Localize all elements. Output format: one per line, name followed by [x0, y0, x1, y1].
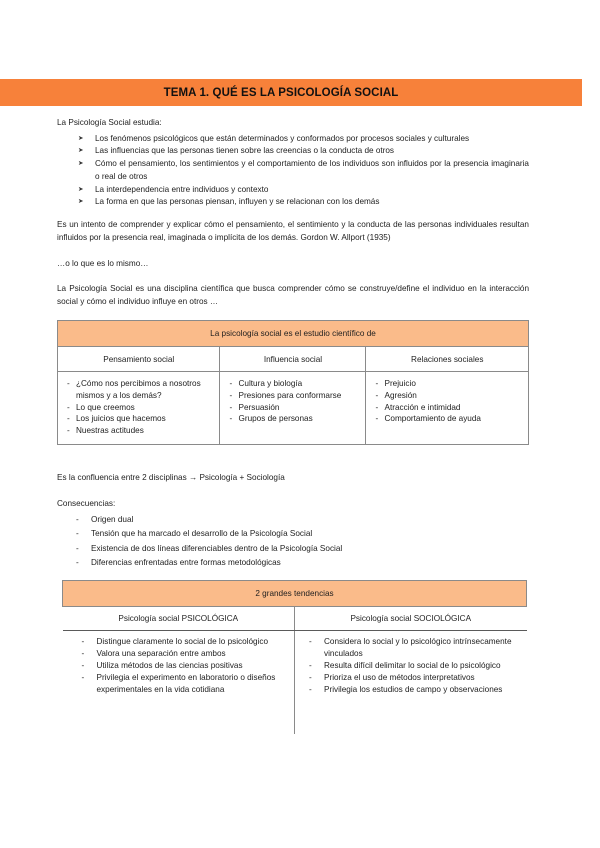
list-item: - Privilegia el experimento en laboratorio o diseños experimentales en la vida cotidiana: [82, 672, 291, 696]
list-item: - Considera lo social y lo psicológico intrínsecamente vinculados: [309, 636, 523, 660]
list-item: - Prioriza el uso de métodos interpretativos: [309, 672, 523, 684]
consequences-list: [57, 513, 529, 571]
list-item: - Nuestras actitudes: [67, 425, 213, 437]
list-item: ➤ Los fenómenos psicológicos que están determinados y conformados por procesos sociales y culturales: [57, 133, 529, 146]
trends-table-header: 2 grandes tendencias: [63, 580, 527, 606]
allport-paragraph: Es un intento de comprender y explicar cómo el pensamiento, el sentimiento y la conducta de las personas individuales resultan influidos por la presencia real, imaginada o implícita de los demás. Gordon W. Allport (1935): [57, 219, 529, 242]
table-cell: [58, 372, 220, 445]
list-item: - Distingue claramente lo social de lo psicológico: [82, 636, 291, 648]
list-item: - Agresión: [375, 390, 522, 402]
column-header: Influencia social: [220, 347, 366, 372]
list-item: - Tensión que ha marcado el desarrollo de la Psicología Social: [57, 527, 529, 542]
table-cell: [63, 630, 295, 734]
intro-list: [57, 133, 529, 209]
list-item: - Persuasión: [229, 402, 359, 414]
list-item: - Grupos de personas: [229, 413, 359, 425]
list-item: ➤ Cómo el pensamiento, los sentimientos y el comportamiento de los individuos son influidos por la presencia imaginaria o real de otros: [57, 158, 529, 183]
list-item: - Cultura y biología: [229, 378, 359, 390]
list-item: - Privilegia los estudios de campo y observaciones: [309, 684, 523, 696]
study-table-header: La psicología social es el estudio científico de: [58, 321, 529, 347]
list-item: ➤ La forma en que las personas piensan, influyen y se relacionan con los demás: [57, 196, 529, 209]
list-item: - Valora una separación entre ambos: [82, 648, 291, 660]
document-body: [57, 117, 529, 734]
table-cell: [220, 372, 366, 445]
column-header: Relaciones sociales: [366, 347, 529, 372]
list-item: - Presiones para conformarse: [229, 390, 359, 402]
list-item: - Comportamiento de ayuda: [375, 413, 522, 425]
same-paragraph: …o lo que es lo mismo…: [57, 259, 149, 269]
table-cell: [295, 630, 527, 734]
list-item: - Prejuicio: [375, 378, 522, 390]
column-header: Pensamiento social: [58, 347, 220, 372]
list-item: - Lo que creemos: [67, 402, 213, 414]
table-cell: [366, 372, 529, 445]
list-item: - Atracción e intimidad: [375, 402, 522, 414]
column-header: Psicología social SOCIOLÓGICA: [295, 606, 527, 630]
study-table: [57, 320, 529, 445]
list-item: - Origen dual: [57, 513, 529, 528]
column-header: Psicología social PSICOLÓGICA: [63, 606, 295, 630]
title-banner: [0, 79, 582, 106]
list-item: ➤ Las influencias que las personas tienen sobre las creencias o la conducta de otros: [57, 145, 529, 158]
list-item: - Diferencias enfrentadas entre formas metodológicas: [57, 556, 529, 571]
confluence-paragraph: Es la confluencia entre 2 disciplinas → Psicología + Sociología: [57, 473, 285, 483]
list-item: - Resulta difícil delimitar lo social de lo psicológico: [309, 660, 523, 672]
page-title: TEMA 1. QUÉ ES LA PSICOLOGÍA SOCIAL: [163, 86, 399, 99]
intro-lead: La Psicología Social estudia:: [57, 118, 162, 127]
list-item: - ¿Cómo nos percibimos a nosotros mismos y a los demás?: [67, 378, 213, 401]
definition-paragraph: La Psicología Social es una disciplina científica que busca comprender cómo se construye/define el individuo en la interacción social y cómo el individuo influye en otros …: [57, 284, 529, 306]
list-item: - Existencia de dos líneas diferenciables dentro de la Psicología Social: [57, 542, 529, 557]
list-item: - Los juicios que hacemos: [67, 413, 213, 425]
list-item: - Utiliza métodos de las ciencias positivas: [82, 660, 291, 672]
consequences-lead: Consecuencias:: [57, 499, 116, 509]
list-item: ➤ La interdependencia entre individuos y contexto: [57, 184, 529, 197]
trends-table: [62, 580, 527, 734]
